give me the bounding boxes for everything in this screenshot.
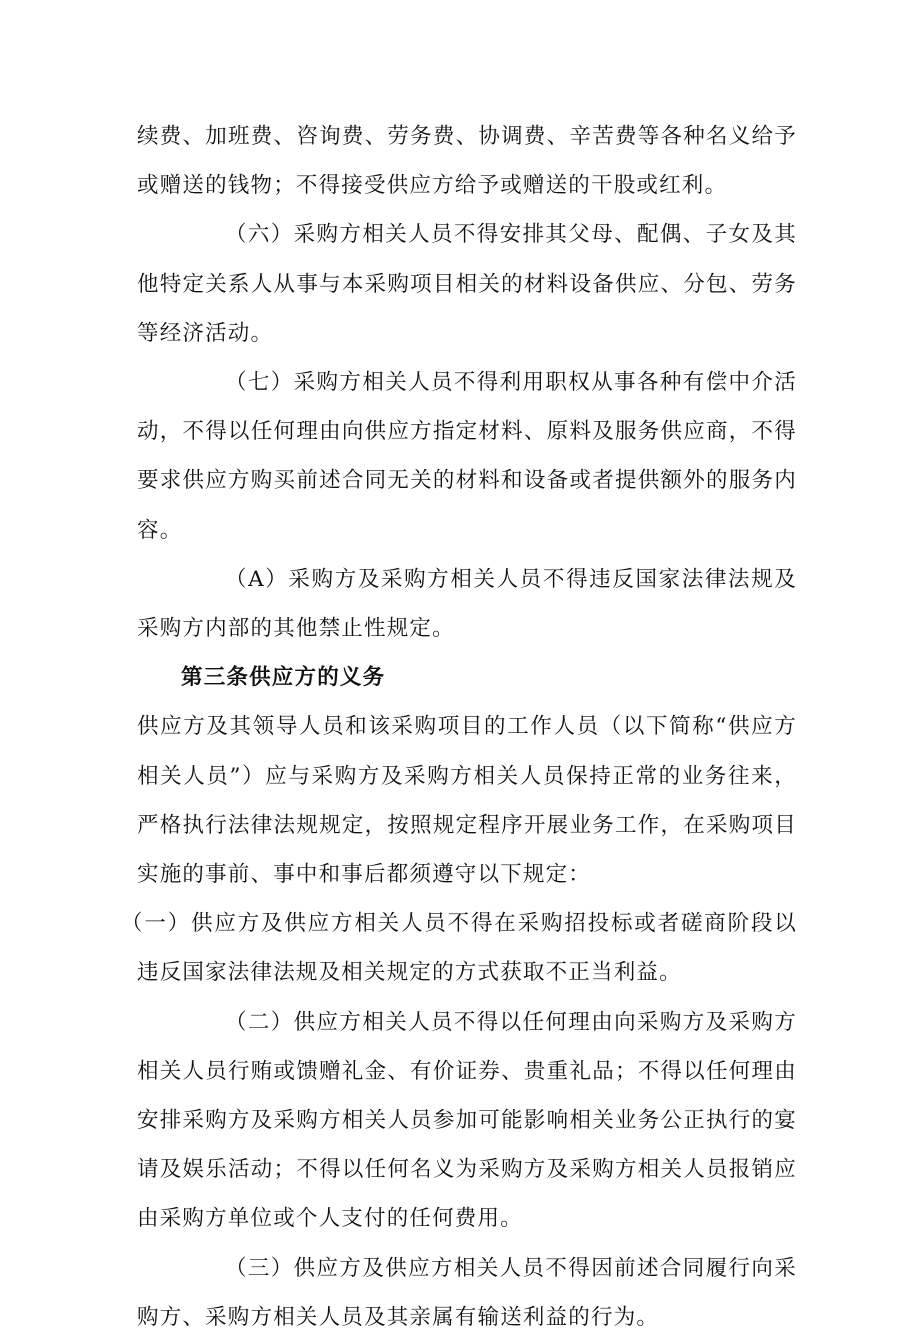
paragraph-continuation: 续费、加班费、咨询费、劳务费、协调费、辛苦费等各种名义给予或赠送的钱物；不得接受供应方给予或赠送的干股或红利。: [137, 124, 797, 199]
document-body: [121, 112, 797, 1342]
paragraph-article-3-intro: 供应方及其领导人员和该采购项目的工作人员（以下简称“供应方相关人员”）应与采购方及采购方相关人员保持正常的业务往来，严格执行法律法规规定，按照规定程序开展业务工作，在采购项目实施的事前、事中和事后都须遵守以下规定：: [137, 714, 797, 888]
paragraph-supplier-item-2: （二）供应方相关人员不得以任何理由向采购方及采购方相关人员行贿或馈赠礼金、有价证券、贵重礼品；不得以任何理由安排采购方及采购方相关人员参加可能影响相关业务公正执行的宴请及娱乐活动；不得以任何名义为采购方及采购方相关人员报销应由采购方单位或个人支付的任何费用。: [137, 1009, 797, 1232]
paragraph-item-8: （A）采购方及采购方相关人员不得违反国家法律法规及采购方内部的其他禁止性规定。: [137, 566, 797, 642]
paragraph-item-7: （七）采购方相关人员不得利用职权从事各种有偿中介活动，不得以任何理由向供应方指定材料、原料及服务供应商，不得要求供应方购买前述合同无关的材料和设备或者提供额外的服务内容。: [137, 370, 797, 543]
paragraph-supplier-item-3: （三）供应方及供应方相关人员不得因前述合同履行向采购方、采购方相关人员及其亲属有输送利益的行为。: [137, 1255, 797, 1330]
section-heading-article-3: 第三条供应方的义务: [181, 665, 386, 691]
paragraph-supplier-item-1: （一）供应方及供应方相关人员不得在采购招投标或者磋商阶段以违反国家法律法规及相关规定的方式获取不正当利益。: [121, 911, 797, 986]
paragraph-item-6: （六）采购方相关人员不得安排其父母、配偶、子女及其他特定关系人从事与本采购项目相关的材料设备供应、分包、劳务等经济活动。: [137, 222, 797, 346]
